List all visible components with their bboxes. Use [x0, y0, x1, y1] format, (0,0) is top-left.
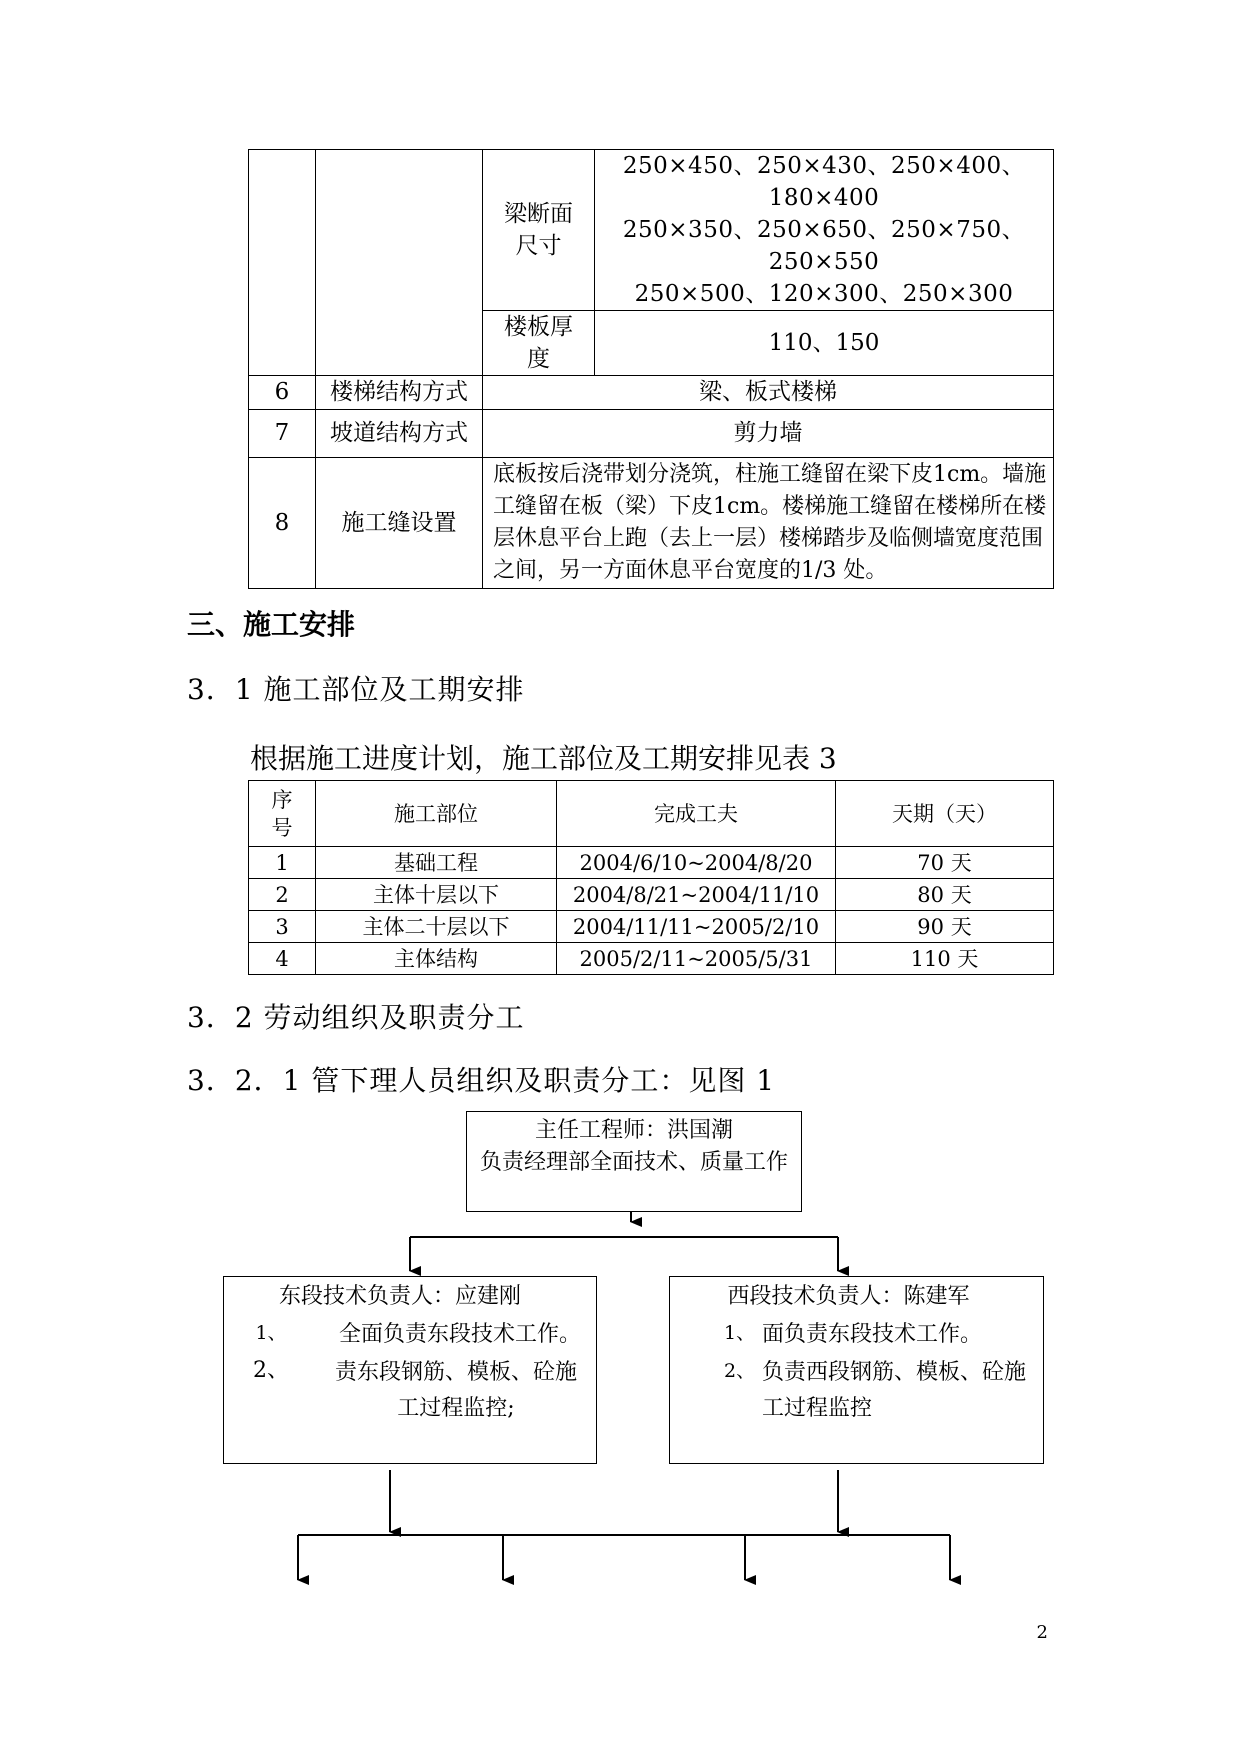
- table-cell: 3: [249, 911, 316, 943]
- list-number: 2、: [724, 1360, 756, 1382]
- subsection-title: 3．1 施工部位及工期安排: [187, 673, 525, 706]
- list-item: [224, 1355, 596, 1427]
- row-item: 楼梯结构方式: [316, 376, 483, 410]
- chief-engineer-desc: 负责经理部全面技术、质量工作: [479, 1150, 788, 1175]
- slab-label: 楼板厚度: [483, 311, 595, 376]
- header-cell: 施工部位: [316, 781, 557, 847]
- subsection-title: 3．2．1 管下理人员组织及职责分工：见图 1: [187, 1064, 776, 1097]
- list-item: [670, 1355, 1043, 1427]
- table-cell: 90 天: [836, 911, 1054, 943]
- table-cell: 基础工程: [316, 847, 557, 879]
- list-item: [670, 1317, 1043, 1353]
- table-cell: 2004/6/10~2004/8/20: [557, 847, 836, 879]
- row-number: 8: [249, 458, 316, 589]
- header-cell: 天期（天）: [836, 781, 1054, 847]
- chief-engineer-title: 主任工程师：洪国潮: [534, 1118, 733, 1143]
- list-text: 面负责东段技术工作。: [762, 1322, 983, 1347]
- header-cell: 序号: [249, 781, 316, 847]
- table-cell: 2004/11/11~2005/2/10: [557, 911, 836, 943]
- page-number: 2: [1036, 1622, 1048, 1643]
- table-cell: 1: [249, 847, 316, 879]
- paragraph: 根据施工进度计划，施工部位及工期安排见表 3: [250, 742, 837, 775]
- list-text: 全面负责东段技术工作。: [338, 1322, 581, 1347]
- subsection-title: 3．2 劳动组织及职责分工: [187, 1001, 525, 1034]
- table-cell: 2004/8/21~2004/11/10: [557, 879, 836, 911]
- list-item: [224, 1317, 596, 1353]
- header-cell: 完成工夫: [557, 781, 836, 847]
- table-cell: 2005/2/11~2005/5/31: [557, 943, 836, 975]
- table-cell: 2: [249, 879, 316, 911]
- row-value: 剪力墙: [483, 410, 1054, 458]
- west-lead-box: [669, 1276, 1044, 1464]
- table-cell: 主体结构: [316, 943, 557, 975]
- list-number: 1、: [255, 1322, 287, 1344]
- table-cell: 主体二十层以下: [316, 911, 557, 943]
- row-value: 底板按后浇带划分浇筑，柱施工缝留在梁下皮1cm。墙施工缝留在板（梁）下皮1cm。楼梯施工缝留在楼梯所在楼层休息平台上跑（去上一层）楼梯踏步及临侧墙宽度范围之间，另一方面休息平台宽度的1/3 处。: [483, 458, 1054, 589]
- east-lead-title: 东段技术负责人：应建刚: [278, 1284, 521, 1309]
- row-number: 7: [249, 410, 316, 458]
- west-lead-title: 西段技术负责人：陈建军: [727, 1284, 970, 1309]
- table-cell: 110 天: [836, 943, 1054, 975]
- table-cell: 主体十层以下: [316, 879, 557, 911]
- table-cell: 70 天: [836, 847, 1054, 879]
- list-number: 1、: [724, 1322, 756, 1344]
- table-cell: 80 天: [836, 879, 1054, 911]
- list-number: 2、: [253, 1358, 289, 1383]
- chief-engineer-box: [466, 1111, 802, 1212]
- section-title: 三、施工安排: [187, 608, 356, 641]
- east-lead-box: [223, 1276, 597, 1464]
- row-item: 坡道结构方式: [316, 410, 483, 458]
- slab-value: 110、150: [595, 311, 1054, 376]
- beam-label: 梁断面尺寸: [483, 150, 595, 311]
- list-text: 责东段钢筋、模板、砼施工过程监控;: [334, 1360, 577, 1421]
- row-value: 梁、板式楼梯: [483, 376, 1054, 410]
- row-number: 6: [249, 376, 316, 410]
- beam-sizes: 250×450、250×430、250×400、180×400 250×350、250×650、250×750、250×550 250×500、120×300、250×300: [595, 150, 1054, 311]
- row-item: 施工缝设置: [316, 458, 483, 589]
- table-cell: 4: [249, 943, 316, 975]
- list-text: 负责西段钢筋、模板、砼施工过程监控: [762, 1360, 1027, 1421]
